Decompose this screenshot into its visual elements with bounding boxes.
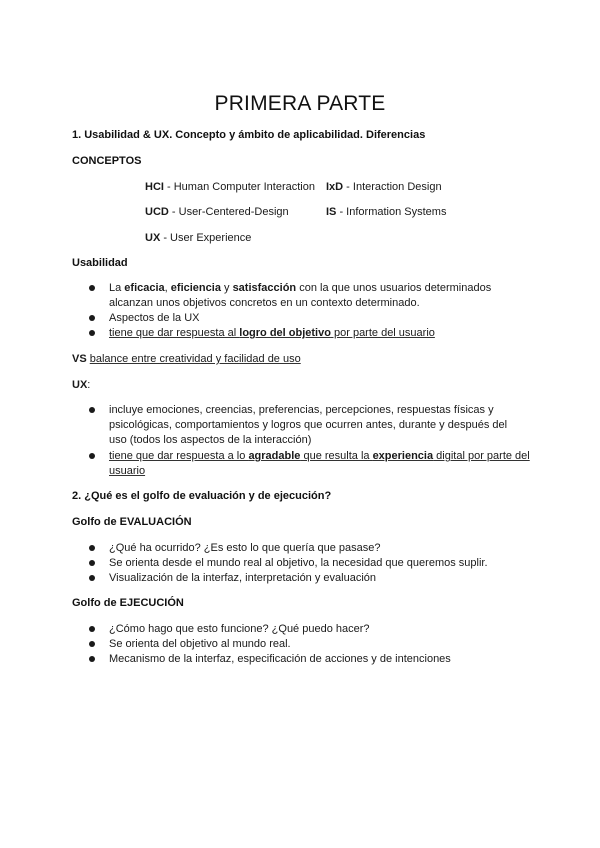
evaluacion-item: Se orienta desde el mundo real al objetivo, la necesidad que queremos suplir. bbox=[109, 557, 488, 569]
usabilidad-item-aspects: Aspectos de la UX bbox=[109, 312, 200, 324]
concept-is: IS - Information Systems bbox=[326, 206, 447, 218]
usabilidad-item-goal: tiene que dar respuesta al logro del objetivo por parte del usuario bbox=[109, 327, 435, 339]
vs-line: VS balance entre creatividad y facilidad de uso bbox=[72, 353, 301, 365]
ux-heading: UX: bbox=[72, 379, 91, 391]
concept-ux: UX - User Experience bbox=[145, 232, 252, 244]
bullet-icon bbox=[89, 575, 95, 581]
ux-item-experience: tiene que dar respuesta a lo agradable que resulta la experiencia digital por parte del usuario bbox=[109, 450, 530, 477]
ejecucion-item: Mecanismo de la interfaz, especificación de acciones y de intenciones bbox=[109, 653, 451, 665]
evaluacion-heading: Golfo de EVALUACIÓN bbox=[72, 516, 192, 528]
bullet-icon bbox=[89, 315, 95, 321]
concept-ixd: IxD - Interaction Design bbox=[326, 181, 442, 193]
bullet-icon bbox=[89, 641, 95, 647]
bullet-icon bbox=[89, 453, 95, 459]
bullet-icon bbox=[89, 560, 95, 566]
ejecucion-heading: Golfo de EJECUCIÓN bbox=[72, 597, 184, 609]
ejecucion-item: Se orienta del objetivo al mundo real. bbox=[109, 638, 291, 650]
bullet-icon bbox=[89, 626, 95, 632]
question-1-heading: 1. Usabilidad & UX. Concepto y ámbito de aplicabilidad. Diferencias bbox=[72, 129, 426, 141]
usabilidad-heading: Usabilidad bbox=[72, 257, 128, 269]
question-2-heading: 2. ¿Qué es el golfo de evaluación y de ejecución? bbox=[72, 490, 332, 502]
evaluacion-item: Visualización de la interfaz, interpretación y evaluación bbox=[109, 572, 377, 584]
page-title: PRIMERA PARTE bbox=[214, 92, 386, 115]
evaluacion-item: ¿Qué ha ocurrido? ¿Es esto lo que quería que pasase? bbox=[109, 542, 381, 554]
ejecucion-item: ¿Cómo hago que esto funcione? ¿Qué puedo hacer? bbox=[109, 623, 370, 635]
bullet-icon bbox=[89, 407, 95, 413]
bullet-icon bbox=[89, 656, 95, 662]
concept-ucd: UCD - User-Centered-Design bbox=[145, 206, 289, 218]
bullet-icon bbox=[89, 330, 95, 336]
usabilidad-item-definition: La eficacia, eficiencia y satisfacción con la que unos usuarios determinados alcanzan unos objetivos concretos en un contexto determinado. bbox=[109, 282, 492, 309]
concept-hci: HCI - Human Computer Interaction bbox=[145, 181, 315, 193]
conceptos-heading: CONCEPTOS bbox=[72, 155, 142, 167]
ux-item-definition: incluye emociones, creencias, preferencias, percepciones, respuestas físicas y psicológicas, comportamientos y logros que ocurren antes, durante y después del uso (todos los aspectos de la interacción) bbox=[109, 404, 508, 446]
bullet-icon bbox=[89, 285, 95, 291]
bullet-icon bbox=[89, 545, 95, 551]
